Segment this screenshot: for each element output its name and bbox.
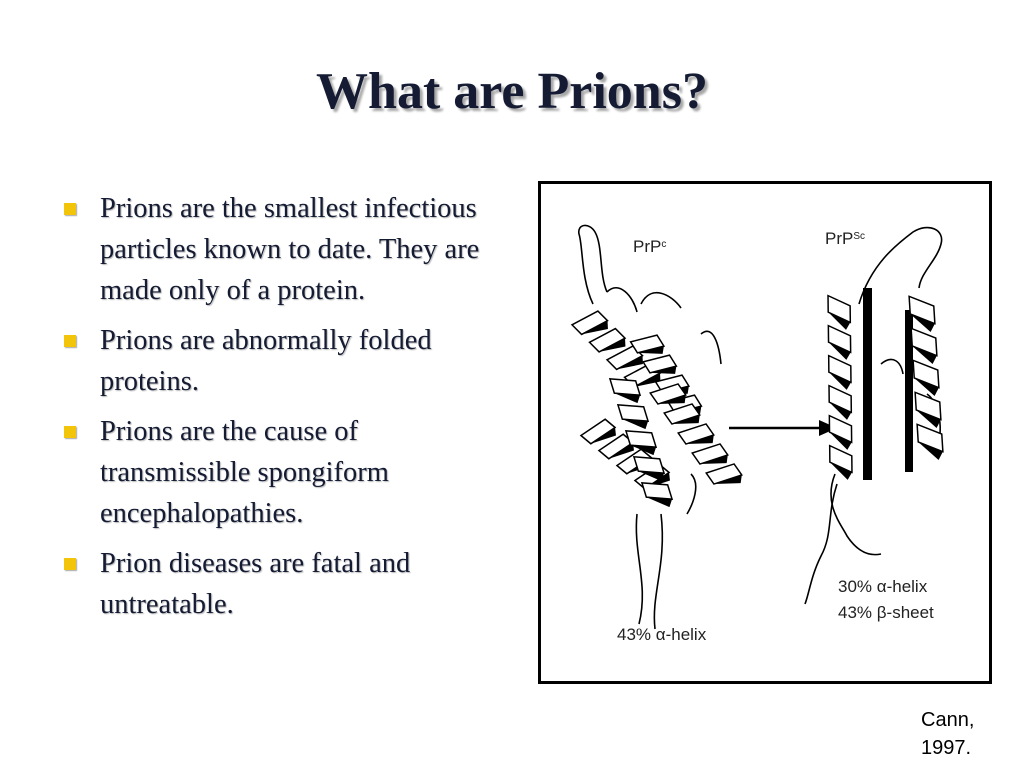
bullet-square-icon [64,558,76,570]
citation-line-1: Cann, [921,709,975,731]
prpsc-structure-diagram [805,228,942,604]
prpsc-label: PrP$^{Sc}$ [825,229,866,248]
prpc-helix-percent: 43% α-helix [617,625,707,644]
beta-sheet-strands [863,288,913,480]
bullet-text: Prion diseases are fatal and untreatable. [100,548,411,620]
transition-arrow-icon [729,420,837,436]
prion-structure-illustration [541,184,989,681]
helix-turn [610,379,640,395]
helix-turn [634,457,664,473]
prpc-label: PrP$^c$ [633,237,667,256]
bullet-item [62,411,502,534]
bullet-item [62,320,502,402]
bullet-text: Prions are the smallest infectious particles known to date. They are made only of a protein. [100,193,480,306]
citation-line-2: 1997. [921,737,972,759]
bullet-item [62,543,502,625]
bullet-list [62,188,502,634]
slide-title: What are Prions? [316,63,708,120]
bullet-text: Prions are abnormally folded proteins. [100,325,432,397]
prpsc-sheet-percent: 43% β-sheet [838,603,934,622]
alpha-helix-ribbons [828,296,943,480]
prion-structure-figure [538,181,992,684]
citation [921,706,974,762]
bullet-text: Prions are the cause of transmissible spongiform encephalopathies. [100,416,389,529]
bullet-square-icon [64,426,76,438]
prpsc-helix-percent: 30% α-helix [838,577,928,596]
helix-turn [642,483,672,499]
bullet-item [62,188,502,311]
helix-turn [626,431,656,447]
bullet-square-icon [64,335,76,347]
bullet-square-icon [64,203,76,215]
helix-turn [618,405,648,421]
